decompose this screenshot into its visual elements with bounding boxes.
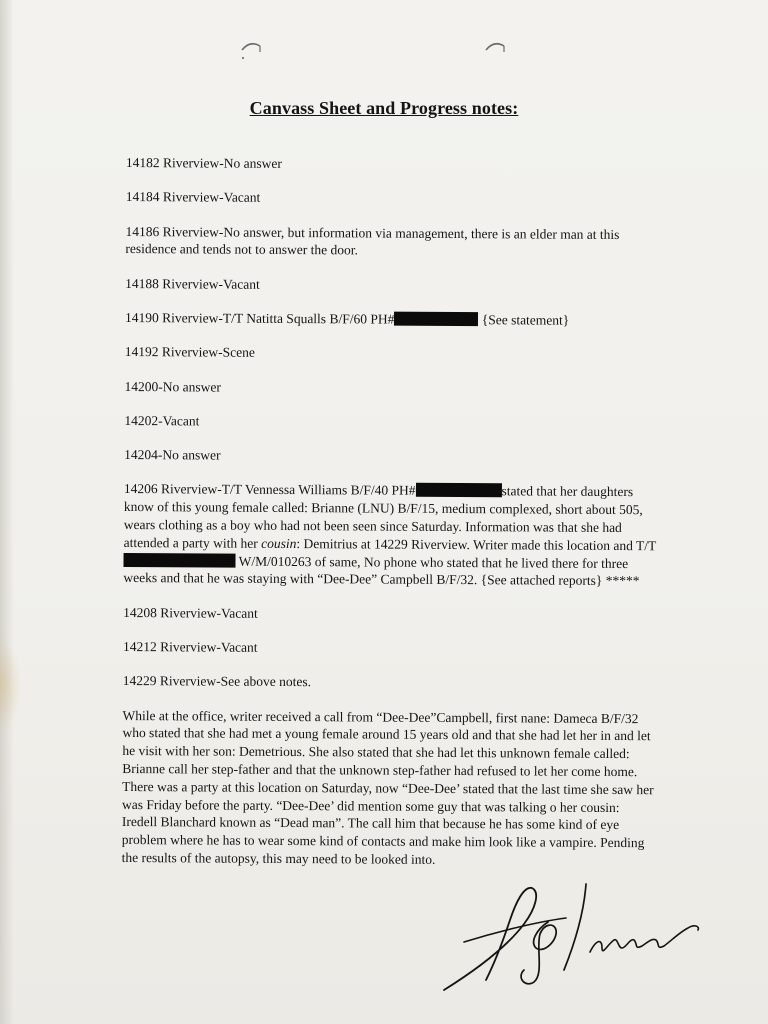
entry-14182: 14182 Riverview-No answer	[125, 154, 282, 171]
entry-14192: 14192 Riverview-Scene	[124, 344, 255, 361]
entry-14202: 14202-Vacant	[124, 412, 200, 429]
entry-14204: 14204-No answer	[124, 447, 221, 463]
redaction-phone	[415, 483, 501, 498]
entry-14212: 14212 Riverview-Vacant	[122, 639, 258, 655]
entry-14200: 14200-No answer	[124, 378, 221, 395]
redaction-name	[123, 553, 235, 568]
entry-14184: 14184 Riverview-Vacant	[125, 189, 261, 206]
entry-14206-lead: 14206 Riverview-T/T Vennessa Williams B/F/40 PH#	[123, 481, 416, 499]
entry-14229: 14229 Riverview-See above notes.	[122, 673, 312, 690]
punch-hole-mark-right	[482, 38, 508, 60]
redaction-phone	[394, 312, 478, 327]
document-title: Canvass Sheet and Progress notes:	[249, 98, 519, 118]
entry-14190-note: {See statement}	[481, 312, 570, 328]
narrative-paragraph: While at the office, writer received a call from “Dee-Dee”Campbell, first nane: Dameca B/F/32 who stated that she had met a young female around 15 years old and that she had let her in and let he visit with her son: Demetrious. She also stated that she had let this unknown female called: Brianne call her step-father and that the unknown step-father had refused to let her come home. There was a party at this location on Saturday, now “Dee-Dee’ stated that the last time she saw her was Friday before the party. “Dee-Dee’ did mention some guy that was talking o her cousin: Iredell Blanchard known as “Dead man”. The call him that because he has some kind of eye problem where he has to wear some kind of contacts and make him look like a vampire. Pending the results of the autopsy, this may need to be looked into.	[121, 707, 654, 867]
entry-14190	[125, 309, 659, 330]
notes-body	[122, 154, 660, 887]
entry-14208: 14208 Riverview-Vacant	[123, 604, 258, 621]
paper-stain	[0, 640, 22, 730]
entry-14186: 14186 Riverview-No answer, but information via management, there is an elder man at this residence and tends not to answer the door.	[125, 223, 620, 258]
handwritten-signature	[436, 878, 706, 994]
entry-14206	[123, 480, 658, 590]
entry-14188: 14188 Riverview-Vacant	[125, 275, 260, 292]
page-edge-shadow	[0, 0, 14, 1024]
punch-hole-mark-left	[238, 38, 264, 60]
entry-14206-italic-word: cousin	[261, 535, 297, 551]
entry-14206-text: stated that her daughters know of this young female called: Brianne (LNU) B/F/15, medium complexed, short about 505, wears clothing as a boy who had not been seen since Saturday. Information was that she had attended a party with her	[123, 483, 643, 551]
entry-14206-text-cont: : Demitrius at 14229 Riverview. Writer made this location and T/T	[296, 535, 657, 554]
entry-14206-text-end: W/M/010263 of same, No phone who stated that he lived there for three weeks and that he was staying with “Dee-Dee” Campbell B/F/32. {See attached reports} *****	[123, 553, 640, 589]
entry-14190-text: 14190 Riverview-T/T Natitta Squalls B/F/60 PH#	[124, 309, 395, 327]
